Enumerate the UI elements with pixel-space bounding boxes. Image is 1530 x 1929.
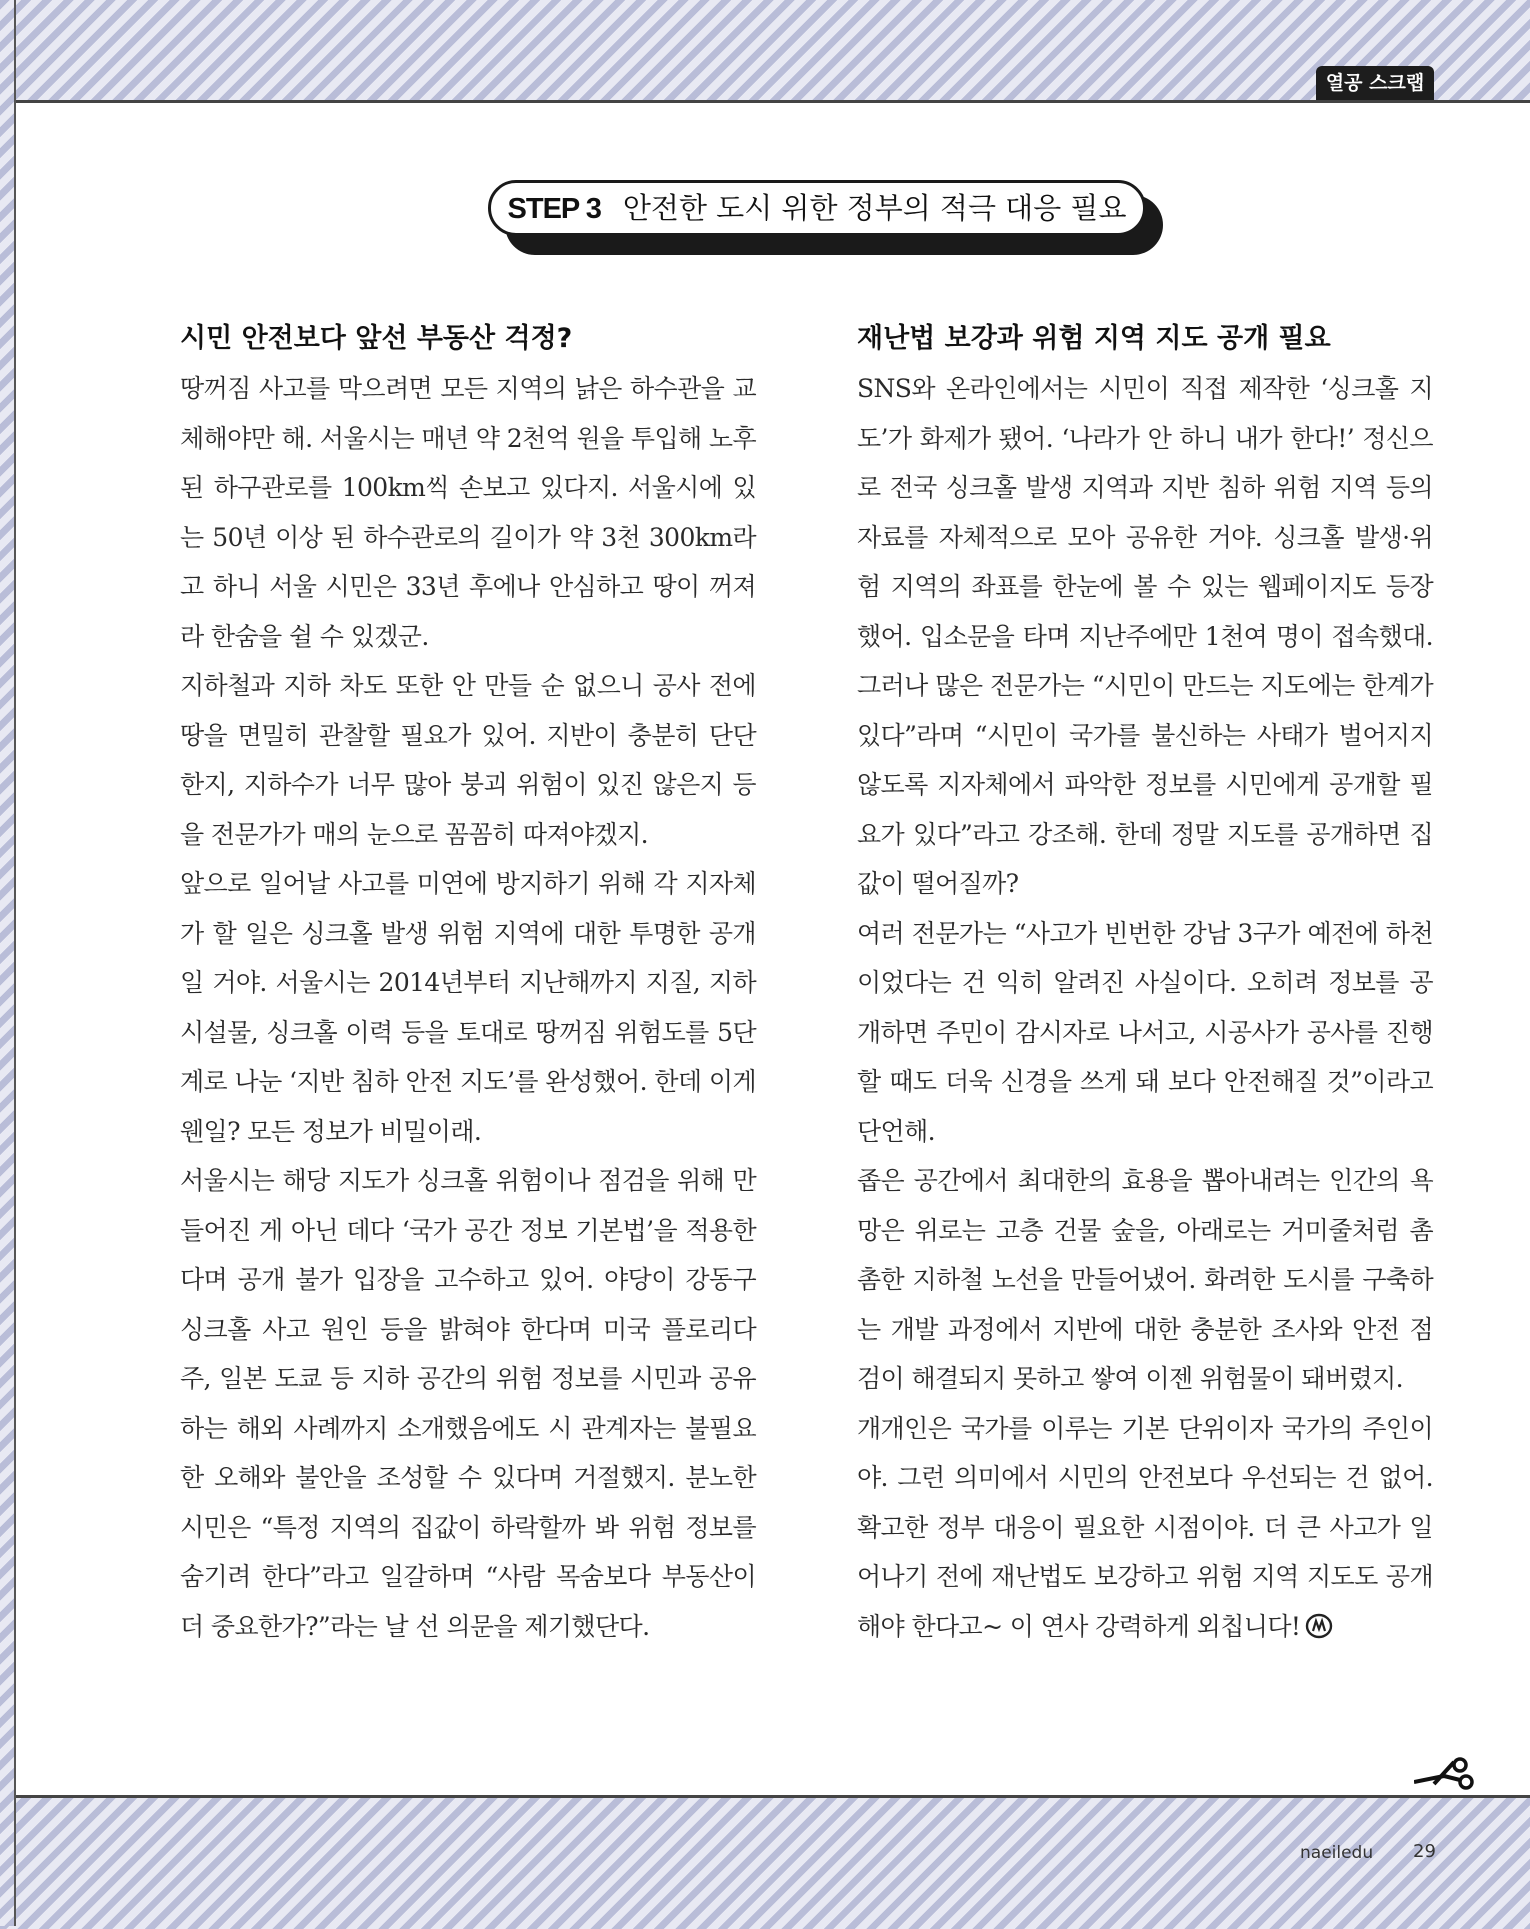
- right-paragraph: SNS와 온라인에서는 시민이 직접 제작한 ‘싱크홀 지도’가 화제가 됐어. ‘나라가 안 하니 내가 한다!’ 정신으로 전국 싱크홀 발생 지역과 지반 침하 위험 지역 등의 자료를 자체적으로 모아 공유한 거야. 싱크홀 발생·위험 지역의 좌표를 한눈에 볼 수 있는 웹페이지도 등장했어. 입소문을 타며 지난주에만 1천여 명이 접속했대. 그러나 많은 전문가는 “시민이 만드는 지도에는 한계가 있다”라며 “시민이 국가를 불신하는 사태가 벌어지지 않도록 지자체에서 파악한 정보를 시민에게 공개할 필요가 있다”라고 강조해. 한데 정말 지도를 공개하면 집값이 떨어질까?: [857, 374, 1433, 898]
- left-paragraph: 땅꺼짐 사고를 막으려면 모든 지역의 낡은 하수관을 교체해야만 해. 서울시는 매년 약 2천억 원을 투입해 노후된 하구관로를 100km씩 손보고 있다지. 서울시에 있는 50년 이상 된 하수관로의 길이가 약 3천 300km라고 하니 서울 시민은 33년 후에나 안심하고 땅이 꺼져라 한숨을 쉴 수 있겠군.: [180, 374, 756, 651]
- left-stripe-border: [0, 0, 16, 1926]
- page-number: 29: [1413, 1841, 1436, 1862]
- naeil-logo-icon: [1304, 1612, 1334, 1640]
- right-paragraph: [857, 1404, 1433, 1652]
- right-paragraph: 좁은 공간에서 최대한의 효용을 뽑아내려는 인간의 욕망은 위로는 고층 건물 숲을, 아래로는 거미줄처럼 촘촘한 지하철 노선을 만들어냈어. 화려한 도시를 구축하는 개발 과정에서 지반에 대한 충분한 조사와 안전 점검이 해결되지 못하고 쌓여 이젠 위험물이 돼버렸지.: [857, 1166, 1433, 1393]
- right-column: [857, 314, 1433, 1651]
- right-paragraph: 여러 전문가는 “사고가 빈번한 강남 3구가 예전에 하천이었다는 건 익히 알려진 사실이다. 오히려 정보를 공개하면 주민이 감시자로 나서고, 시공사가 공사를 진행할 때도 더욱 신경을 쓰게 돼 보다 안전해질 것”이라고 단언해.: [857, 918, 1433, 1146]
- left-paragraph: 지하철과 지하 차도 또한 안 만들 순 없으니 공사 전에 땅을 면밀히 관찰할 필요가 있어. 지반이 충분히 단단한지, 지하수가 너무 많아 붕괴 위험이 있진 않은지 등을 전문가가 매의 눈으로 꼼꼼히 따져야겠지.: [180, 671, 756, 849]
- step-label: STEP 3: [507, 193, 601, 225]
- left-column: [180, 314, 756, 1651]
- section-tag: 열공 스크랩: [1316, 66, 1434, 100]
- step-title: 안전한 도시 위한 정부의 적극 대응 필요: [622, 191, 1127, 225]
- left-paragraph: 앞으로 일어날 사고를 미연에 방지하기 위해 각 지자체가 할 일은 싱크홀 발생 위험 지역에 대한 투명한 공개일 거야. 서울시는 2014년부터 지난해까지 지질, 지하 시설물, 싱크홀 이력 등을 토대로 땅꺼짐 위험도를 5단계로 나눈 ‘지반 침하 안전 지도’를 완성했어. 한데 이게 웬일? 모든 정보가 비밀이래.: [180, 869, 756, 1146]
- left-heading: 시민 안전보다 앞선 부동산 걱정?: [180, 323, 573, 354]
- step-banner: [488, 180, 1146, 236]
- left-paragraph: 서울시는 해당 지도가 싱크홀 위험이나 점검을 위해 만들어진 게 아닌 데다 ‘국가 공간 정보 기본법’을 적용한다며 공개 불가 입장을 고수하고 있어. 야당이 강동구 싱크홀 사고 원인 등을 밝혀야 한다며 미국 플로리다주, 일본 도쿄 등 지하 공간의 위험 정보를 시민과 공유하는 해외 사례까지 소개했음에도 시 관계자는 불필요한 오해와 불안을 조성할 수 있다며 거절했지. 분노한 시민은 “특정 지역의 집값이 하락할까 봐 위험 정보를 숨기려 한다”라고 일갈하며 “사람 목숨보다 부동산이 더 중요한가?”라는 날 선 의문을 제기했단다.: [180, 1166, 756, 1641]
- right-heading: 재난법 보강과 위험 지역 지도 공개 필요: [857, 323, 1331, 354]
- top-stripe-border: [0, 0, 1530, 103]
- footer-site: naeiledu: [1300, 1843, 1374, 1863]
- scissors-icon: [1414, 1756, 1480, 1792]
- right-paragraph-text: 개개인은 국가를 이루는 기본 단위이자 국가의 주인이야. 그런 의미에서 시민의 안전보다 우선되는 건 없어. 확고한 정부 대응이 필요한 시점이야. 더 큰 사고가 일어나기 전에 재난법도 보강하고 위험 지역 지도도 공개해야 한다고~ 이 연사 강력하게 외칩니다!: [857, 1413, 1433, 1641]
